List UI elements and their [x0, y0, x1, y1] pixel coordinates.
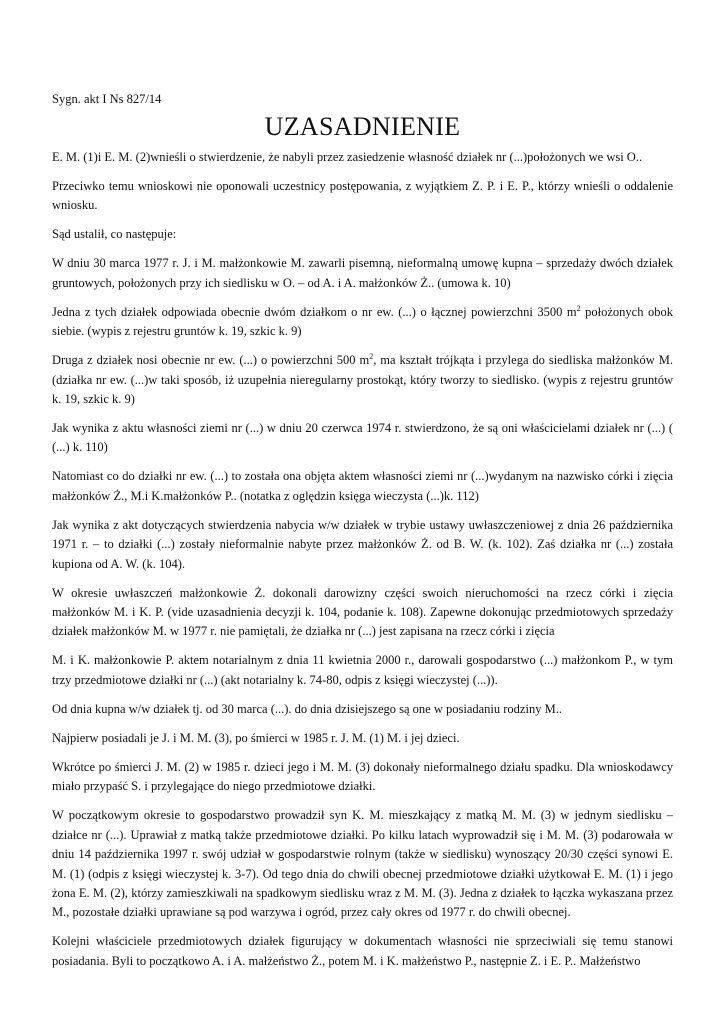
paragraph-6-text-a: Druga z działek nosi obecnie nr ew. (...) o powierzchni 500 m: [52, 353, 370, 368]
superscript-2: 2: [576, 303, 581, 313]
paragraph-16: Kolejni właściciele przedmiotowych działek figurujący w dokumentach własności nie sprzeciwiali się temu stanowi posiadania. Byli to początkowo A. i A. małżeństwo Ż., potem M. i K. małżeństwo P., następnie Z. i E. P.. Małżeństwo: [52, 934, 673, 968]
paragraph-15: W początkowym okresie to gospodarstwo prowadził syn K. M. mieszkający z matką M. M. (3) w jednym siedlisku – działce nr (...). Uprawiał z matką także przedmiotowe działki. Po kilku latach wyprowadził się i M. M. (3) podarowała w dniu 14 października 1997 r. swój udział w gospodarstwie rolnym (także w siedlisku) wynoszący 20/30 części synowi E. M. (1) (odpis z księgi wieczystej k. 3-7). Od tego dnia do chwili obecnej przedmiotowe działki użytkował E. M. (1) i jego żona E. M. (2), którzy zamieszkiwali na spadkowym siedlisku wraz z M. M. (3). Jedna z działek to łączka wykaszana przez M., pozostałe działki uprawiane są pod warzywa i ogród, przez cały okres od 1977 r. do chwili obecnej.: [52, 808, 673, 920]
paragraph-10: W okresie uwłaszczeń małżonkowie Ż. dokonali darowizny części swoich nieruchomości na rzecz córki i zięcia małżonków M. i K. P. (vide uzasadnienia decyzji k. 104, podanie k. 108). Zapewne dokonując przedmiotowych sprzedaży działek małżonków M. w 1977 r. nie pamiętali, że działka nr (...) jest zapisana na rzecz córki i zięcia: [52, 585, 673, 639]
paragraph-13: Najpierw posiadali je J. i M. M. (3), po śmierci w 1985 r. J. M. (1) M. i jej dzieci.: [52, 730, 460, 745]
paragraph-5-text-a: Jedna z tych działek odpowiada obecnie dwóm działkom o nr ew. (...) o łącznej powierzchni 3500 m: [52, 304, 577, 319]
paragraph-1: E. M. (1)i E. M. (2)wnieśli o stwierdzenie, że nabyli przez zasiedzenie własność działek nr (...)położonych we wsi O..: [52, 150, 643, 164]
paragraph-12: Od dnia kupna w/w działek tj. od 30 marca (...). do dnia dzisiejszego są one w posiadaniu rodziny M..: [52, 701, 562, 716]
document-page: [52, 91, 673, 981]
paragraph-5-text-b: położonych obok siebie. (wypis z rejestru gruntów k. 19, szkic k. 9): [52, 304, 673, 339]
paragraph-6: [52, 351, 673, 409]
paragraph-6-text-b: , ma kształt trójkąta i przylega do siedliska małżonków M.(działka nr ew. (...)w taki sposób, iż uzupełnia nieregularny prostokąt, który tworzy to siedlisko. (wypis z rejestru gruntów k. 19, szkic k. 9): [52, 353, 673, 407]
paragraph-14: Wkrótce po śmierci J. M. (2) w 1985 r. dzieci jego i M. M. (3) dokonały nieformalnego działu spadku. Dla wnioskodawcy miało przypaść S. i przylegające do niego przedmiotowe działki.: [52, 759, 673, 794]
paragraph-4: W dniu 30 marca 1977 r. J. i M. małżonkowie M. zawarli pisemną, nieformalną umowę kupna – sprzedaży dwóch działek gruntowych, położonych przy ich siedlisku w O. – od A. i A. małżonków Ż.. (umowa k. 10): [52, 256, 673, 290]
paragraph-3: Sąd ustalił, co następuje:: [52, 227, 177, 242]
document-title: UZASADNIENIE: [264, 112, 461, 141]
paragraph-9: Jak wynika z akt dotyczących stwierdzenia nabycia w/w działek w trybie ustawy uwłaszczeniowej z dnia 26 października 1971 r. – to działki (...) zostały nieformalnie nabyte przez małżonków Ż. od B. W. (k. 102). Zaś działka nr (...) została kupiona od A. W. (k. 104).: [52, 517, 673, 571]
paragraph-2: Przeciwko temu wnioskowi nie oponowali uczestnicy postępowania, z wyjątkiem Z. P. i E. P., którzy wnieśli o oddalenie wniosku.: [52, 179, 673, 213]
case-signature: Sygn. akt I Ns 827/14: [52, 92, 162, 106]
paragraph-8: Natomiast co do działki nr ew. (...) to została ona objęta aktem własności ziemi nr (...)wydanym na nazwisko córki i zięcia małżonków Ż., M.i K.małżonków P.. (notatka z oględzin księga wieczysta (...)k. 112): [52, 469, 673, 503]
paragraph-5: [52, 303, 673, 342]
paragraph-11: M. i K. małżonkowie P. aktem notarialnym z dnia 11 kwietnia 2000 r., darowali gospodarstwo (...) małżonkom P., w tym trzy przedmiotowe działki nr (...) (akt notarialny k. 74-80, odpis z księgi wieczystej (...)).: [52, 653, 673, 687]
superscript-2: 2: [369, 352, 374, 362]
paragraph-7: Jak wynika z aktu własności ziemi nr (...) w dniu 20 czerwca 1974 r. stwierdzono, że są oni właścicielami działek nr (...) ( (...) k. 110): [52, 421, 673, 455]
